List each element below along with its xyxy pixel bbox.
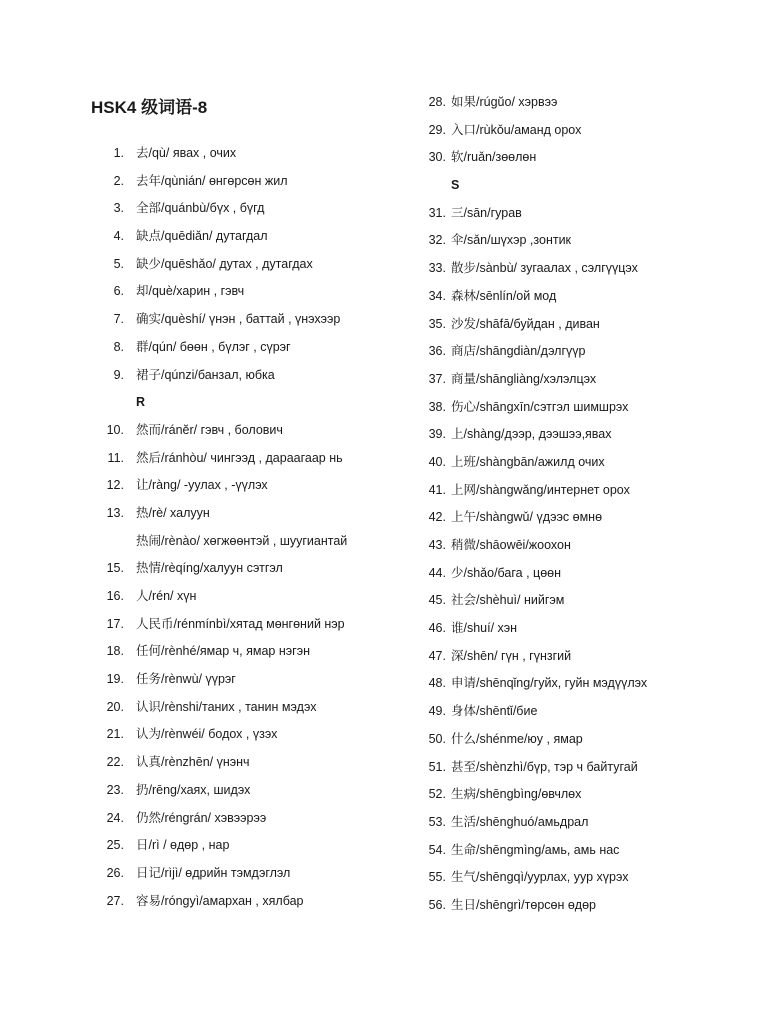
vocab-item xyxy=(418,726,738,754)
item-number: 31. xyxy=(428,205,446,220)
vocab-item xyxy=(100,583,370,611)
vocab-entry: 认真/rènzhēn/ үнэнч xyxy=(136,755,250,770)
vocab-entry: 人/rén/ хүн xyxy=(136,589,197,603)
vocab-item xyxy=(100,362,370,390)
vocab-entry: 人民币/rénmínbì/хятад мөнгөний нэр xyxy=(136,616,345,631)
vocab-item xyxy=(418,670,738,698)
vocab-entry: 伞/sǎn/шүхэр ,зонтик xyxy=(451,233,572,248)
vocab-item xyxy=(418,311,738,339)
vocab-entry: 日记/rìjì/ өдрийн тэмдэглэл xyxy=(136,865,291,880)
vocab-item xyxy=(418,477,738,505)
item-number: 22. xyxy=(106,755,124,770)
vocab-entry: 商量/shāngliàng/хэлэлцэх xyxy=(451,371,597,386)
vocab-entry: 缺点/quēdiǎn/ дутагдал xyxy=(136,229,268,244)
item-number: 20. xyxy=(106,699,124,714)
item-number: 19. xyxy=(106,672,124,687)
vocab-item xyxy=(100,555,370,583)
item-number: 37. xyxy=(428,371,446,386)
vocab-item xyxy=(418,366,738,394)
item-number: 23. xyxy=(106,782,124,797)
item-number: 7. xyxy=(113,312,124,327)
vocab-item xyxy=(100,721,370,749)
vocab-entry: 仍然/réngrán/ хэвээрээ xyxy=(136,810,267,825)
item-number: 45. xyxy=(428,593,446,608)
item-number: 34. xyxy=(428,288,446,303)
vocab-item xyxy=(418,227,738,255)
vocab-item xyxy=(100,251,370,279)
vocab-item xyxy=(100,749,370,777)
vocab-item xyxy=(100,334,370,362)
vocab-entry: 如果/rúgŭo/ хэрвээ xyxy=(451,95,558,109)
vocab-entry: 确实/quèshí/ үнэн , баттай , үнэхээр xyxy=(136,312,341,327)
vocab-entry: 少/shǎo/бага , цөөн xyxy=(451,565,561,580)
vocab-entry: 三/sān/гурав xyxy=(451,205,522,220)
vocab-item xyxy=(418,615,738,643)
vocab-entry: 然而/ránĕr/ гэвч , болович xyxy=(136,422,283,437)
item-number: 1. xyxy=(113,146,124,160)
vocab-entry: 容易/róngyì/амархан , хялбар xyxy=(136,893,304,908)
vocab-entry: 热/rè/ халуун xyxy=(136,505,210,520)
vocab-item xyxy=(418,255,738,283)
vocab-entry: 任何/rènhé/ямар ч, ямар нэгэн xyxy=(136,644,310,659)
item-number: 17. xyxy=(106,616,124,631)
item-number: 46. xyxy=(428,621,446,636)
item-number: 33. xyxy=(428,261,446,276)
vocab-item xyxy=(100,528,370,556)
vocab-entry: 沙发/shāfā/буйдан , диван xyxy=(451,316,600,331)
item-number: 25. xyxy=(106,838,124,853)
vocab-entry: 深/shēn/ гүн , гүнзгий xyxy=(451,648,572,663)
item-number: 11. xyxy=(107,450,124,465)
vocab-entry: 生命/shēngmìng/амь, амь нас xyxy=(451,842,620,857)
vocab-entry: 生日/shēngrì/төрсөн өдөр xyxy=(451,897,596,912)
vocab-entry: 甚至/shènzhì/бүр, тэр ч байтугай xyxy=(451,759,638,774)
vocab-entry: 什么/shénme/юу , ямар xyxy=(451,731,583,746)
vocab-item xyxy=(418,532,738,560)
vocab-entry: 群/qún/ бөөн , бүлэг , сүрэг xyxy=(136,339,291,354)
item-number: 12. xyxy=(106,478,124,493)
item-number: 27. xyxy=(106,893,124,908)
item-number: 42. xyxy=(428,510,446,525)
vocab-item xyxy=(418,117,738,145)
item-number: 47. xyxy=(428,648,446,663)
item-number: 51. xyxy=(428,759,446,774)
vocab-entry: 软/ruǎn/зөөлөн xyxy=(451,150,537,165)
vocab-entry: 上午/shàngwǔ/ үдээс өмнө xyxy=(451,510,603,525)
vocab-entry: 稍微/shāowēi/жоохон xyxy=(451,538,571,552)
page-title: HSK4 级词语-8 xyxy=(91,98,208,117)
item-number: 32. xyxy=(428,233,446,248)
item-number: 56. xyxy=(428,897,446,912)
vocab-entry: 却/què/харин , гэвч xyxy=(136,284,245,299)
vocab-entry: 裙子/qúnzi/банзал, юбка xyxy=(136,367,275,382)
vocab-entry: 谁/shuí/ хэн xyxy=(451,621,518,636)
item-number: 35. xyxy=(428,316,446,331)
vocab-item xyxy=(418,587,738,615)
vocab-entry: 生病/shēngbìng/өвчлөх xyxy=(451,787,582,802)
item-number: 50. xyxy=(428,731,446,746)
vocab-entry: 缺少/quēshǎo/ дутах , дутагдах xyxy=(136,256,313,271)
vocab-item xyxy=(418,283,738,311)
vocab-item xyxy=(418,144,738,172)
item-number: 10. xyxy=(106,422,124,437)
vocab-item xyxy=(100,860,370,888)
vocab-entry: 森林/sēnlín/ой мод xyxy=(451,288,557,303)
vocab-entry: 认识/rènshi/таних , танин мэдэх xyxy=(136,699,317,714)
item-number: 2. xyxy=(113,173,124,188)
item-number: 8. xyxy=(113,339,124,354)
item-number: 48. xyxy=(428,676,446,691)
vocab-item xyxy=(418,560,738,588)
item-number: 40. xyxy=(428,454,446,469)
vocab-item xyxy=(418,809,738,837)
item-number: 13. xyxy=(106,505,124,520)
vocab-item xyxy=(100,306,370,334)
vocab-item xyxy=(418,643,738,671)
vocab-item xyxy=(100,445,370,473)
vocabulary-list-left xyxy=(100,140,370,915)
item-number: 49. xyxy=(428,704,446,719)
vocab-item xyxy=(100,832,370,860)
item-number: 41. xyxy=(428,482,446,497)
section-letter-row xyxy=(100,389,370,417)
vocab-entry: 去年/qùnián/ өнгөрсөн жил xyxy=(136,173,288,188)
vocab-item xyxy=(418,698,738,726)
vocabulary-list-right xyxy=(418,89,738,920)
vocab-item xyxy=(418,421,738,449)
vocab-item xyxy=(100,472,370,500)
vocab-entry: 伤心/shāngxīn/сэтгэл шимшрэх xyxy=(451,399,629,414)
vocab-item xyxy=(418,394,738,422)
vocab-entry: 热闹/rènào/ хөгжөөнтэй , шуугиантай xyxy=(136,533,348,548)
vocab-item xyxy=(100,417,370,445)
vocab-entry: 社会/shèhuì/ нийгэм xyxy=(451,593,565,608)
vocab-entry: 商店/shāngdiàn/дэлгүүр xyxy=(451,344,586,359)
vocab-entry: 身体/shēntǐ/бие xyxy=(451,704,538,719)
vocab-item xyxy=(100,223,370,251)
vocab-entry: 然后/ránhòu/ чингээд , дараагаар нь xyxy=(136,450,343,465)
vocab-item xyxy=(100,140,370,168)
item-number: 18. xyxy=(106,644,124,659)
vocab-item xyxy=(100,500,370,528)
item-number: 3. xyxy=(113,201,124,216)
vocab-item xyxy=(418,338,738,366)
vocab-item xyxy=(100,638,370,666)
section-letter: R xyxy=(136,395,146,410)
vocab-item xyxy=(418,892,738,920)
item-number xyxy=(100,528,124,556)
item-number: 38. xyxy=(428,399,446,414)
section-letter-row xyxy=(418,172,738,200)
item-number: 5. xyxy=(113,256,124,271)
item-number: 43. xyxy=(428,538,446,552)
vocab-entry: 让/ràng/ -уулах , -үүлэх xyxy=(136,478,268,493)
vocab-entry: 申请/shēnqǐng/гуйх, гуйн мэдүүлэх xyxy=(451,676,648,691)
vocab-entry: 日/rì / өдөр , нар xyxy=(136,838,230,853)
item-number: 29. xyxy=(428,122,446,137)
vocab-entry: 热情/rèqíng/халуун сэтгэл xyxy=(136,561,283,576)
item-number: 36. xyxy=(428,344,446,359)
item-number: 6. xyxy=(113,284,124,299)
vocab-entry: 入口/rùkǒu/аманд орох xyxy=(451,122,582,137)
item-number: 26. xyxy=(106,865,124,880)
vocab-item xyxy=(418,837,738,865)
item-number: 24. xyxy=(106,810,124,825)
vocab-item xyxy=(100,777,370,805)
item-number: 54. xyxy=(428,842,446,857)
vocab-entry: 上班/shàngbān/ажилд очих xyxy=(451,454,605,469)
item-number: 39. xyxy=(428,427,446,442)
vocab-entry: 散步/sànbù/ зугаалах , сэлгүүцэх xyxy=(451,261,638,276)
vocab-item xyxy=(418,200,738,228)
vocab-item xyxy=(418,449,738,477)
section-letter: S xyxy=(451,178,460,193)
vocab-entry: 生活/shēnghuó/амьдрал xyxy=(451,814,589,829)
vocab-item xyxy=(100,195,370,223)
item-number: 16. xyxy=(106,589,124,603)
vocab-item xyxy=(100,168,370,196)
vocab-entry: 全部/quánbù/бүх , бүгд xyxy=(136,201,265,216)
vocab-entry: 认为/rènwéi/ бодох , үзэх xyxy=(136,727,278,742)
vocab-item xyxy=(418,89,738,117)
item-number: 4. xyxy=(113,229,124,244)
vocab-entry: 扔/rēng/хаях, шидэх xyxy=(136,782,251,797)
vocab-item xyxy=(418,504,738,532)
vocab-item xyxy=(100,666,370,694)
vocab-entry: 上/shàng/дээр, дээшээ,явах xyxy=(451,427,612,442)
item-number: 21. xyxy=(106,727,124,742)
vocab-entry: 去/qù/ явах , очих xyxy=(136,146,237,160)
vocab-item xyxy=(418,864,738,892)
vocab-item xyxy=(418,754,738,782)
item-number: 53. xyxy=(428,814,446,829)
vocab-item xyxy=(100,805,370,833)
vocab-entry: 生气/shēngqì/уурлах, уур хүрэх xyxy=(451,870,629,885)
item-number: 28. xyxy=(428,95,446,109)
item-number: 44. xyxy=(428,565,446,580)
item-number: 55. xyxy=(428,870,446,885)
item-number: 15. xyxy=(106,561,124,576)
vocab-item xyxy=(100,278,370,306)
vocab-entry: 上网/shàngwǎng/интернет орох xyxy=(451,482,630,497)
item-number: 9. xyxy=(113,367,124,382)
vocab-entry: 任务/rènwù/ үүрэг xyxy=(136,672,236,687)
vocab-item xyxy=(100,888,370,916)
vocab-item xyxy=(418,781,738,809)
vocab-item xyxy=(100,694,370,722)
vocab-item xyxy=(100,611,370,639)
item-number: 52. xyxy=(428,787,446,802)
item-number: 30. xyxy=(428,150,446,165)
